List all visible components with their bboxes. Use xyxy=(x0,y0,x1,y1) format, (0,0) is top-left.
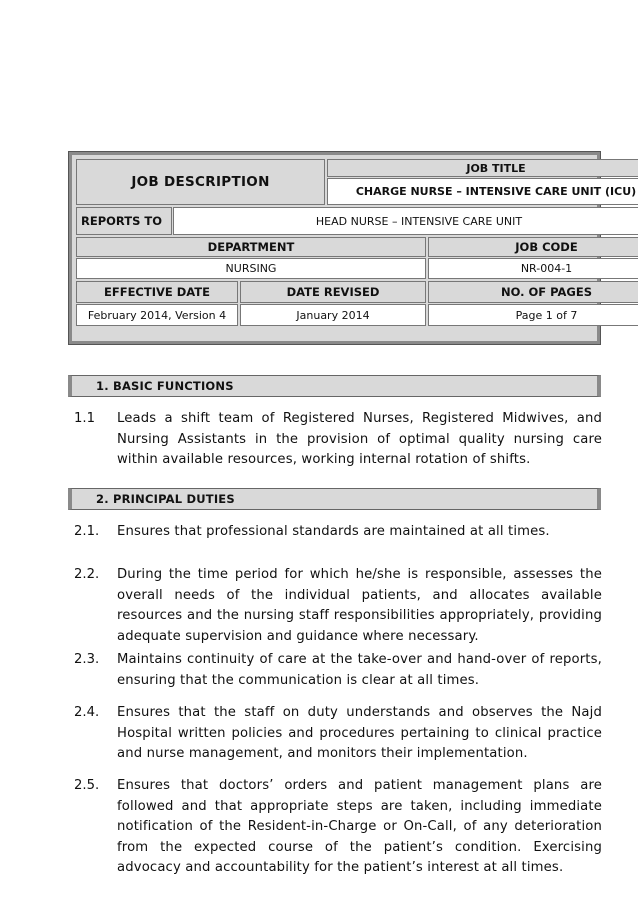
section-header-principal-duties: 2. PRINCIPAL DUTIES xyxy=(68,488,601,510)
reports-to-value: HEAD NURSE – INTENSIVE CARE UNIT xyxy=(173,207,638,235)
date-revised-value: January 2014 xyxy=(240,304,426,326)
job-title-value: CHARGE NURSE – INTENSIVE CARE UNIT (ICU) xyxy=(327,178,638,205)
job-description-label: JOB DESCRIPTION xyxy=(76,159,325,205)
list-item xyxy=(74,776,602,879)
item-text: During the time period for which he/she is responsible, assesses the overall needs of the individual patients, and allocates available resources and the nursing staff responsibilities appropriately, providing adequate supervision and guidance where necessary. xyxy=(117,567,602,644)
effective-date-label: EFFECTIVE DATE xyxy=(76,281,238,303)
table-border-left xyxy=(69,152,72,344)
pages-label: NO. OF PAGES xyxy=(428,281,638,303)
item-number: 2.2. xyxy=(74,567,100,582)
job-title-label: JOB TITLE xyxy=(327,159,638,177)
item-text: Ensures that doctors’ orders and patient management plans are followed and that appropriate steps are taken, including immediate notification of the Resident-in-Charge or On-Call, of any deterioration from the expected course of the patient’s condition. Exercising advocacy and accountability for the patient’s interest at all times. xyxy=(117,778,602,875)
department-value: NURSING xyxy=(76,258,426,279)
item-number: 2.4. xyxy=(74,705,100,720)
list-item xyxy=(74,650,602,691)
section-header-basic-functions: 1. BASIC FUNCTIONS xyxy=(68,375,601,397)
item-number: 2.3. xyxy=(74,652,100,667)
job-code-value: NR-004-1 xyxy=(428,258,638,279)
job-code-label: JOB CODE xyxy=(428,237,638,257)
list-item xyxy=(74,703,602,765)
pages-value: Page 1 of 7 xyxy=(428,304,638,326)
date-revised-label: DATE REVISED xyxy=(240,281,426,303)
reports-to-label: REPORTS TO xyxy=(76,207,172,235)
list-item xyxy=(74,522,602,543)
item-number: 1.1 xyxy=(74,411,95,426)
item-number: 2.1. xyxy=(74,524,100,539)
item-number: 2.5. xyxy=(74,778,100,793)
list-item xyxy=(74,565,602,647)
effective-date-value: February 2014, Version 4 xyxy=(76,304,238,326)
department-label: DEPARTMENT xyxy=(76,237,426,257)
item-text: Ensures that professional standards are maintained at all times. xyxy=(117,524,550,539)
item-text: Maintains continuity of care at the take-over and hand-over of reports, ensuring that the communication is clear at all times. xyxy=(117,652,602,688)
table-border-top xyxy=(69,152,600,155)
job-info-table xyxy=(68,151,637,345)
list-item xyxy=(74,409,602,471)
item-text: Ensures that the staff on duty understands and observes the Najd Hospital written policies and procedures pertaining to clinical practice and nurse management, and monitors their implementation. xyxy=(117,705,602,761)
table-border-bottom xyxy=(69,341,600,344)
item-text: Leads a shift team of Registered Nurses, Registered Midwives, and Nursing Assistants in the provision of optimal quality nursing care within available resources, working internal rotation of shifts. xyxy=(117,411,602,467)
